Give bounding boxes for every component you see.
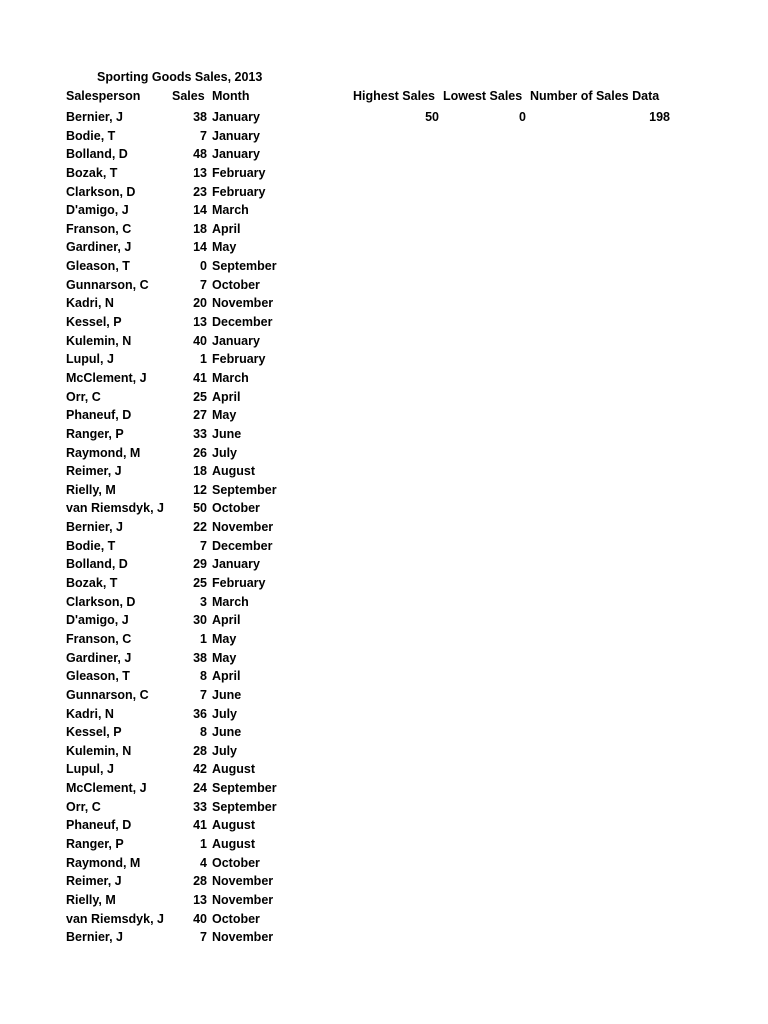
- month-cell: September: [212, 781, 277, 796]
- table-row: [0, 611, 768, 630]
- month-cell: December: [212, 315, 273, 330]
- table-row: [0, 183, 768, 202]
- table-row: [0, 574, 768, 593]
- month-cell: December: [212, 538, 273, 553]
- salesperson-cell: Kessel, P: [66, 315, 122, 330]
- month-cell: August: [212, 762, 256, 777]
- month-cell: January: [212, 147, 260, 162]
- salesperson-cell: Ranger, P: [66, 426, 124, 441]
- sales-cell: 7: [200, 128, 207, 143]
- sales-cell: 7: [200, 687, 207, 702]
- month-cell: April: [212, 613, 241, 628]
- lowest-sales-value: 0: [519, 110, 526, 124]
- salesperson-cell: Gardiner, J: [66, 650, 132, 665]
- sales-cell: 18: [193, 464, 207, 479]
- sales-cell: 14: [193, 203, 207, 218]
- salesperson-cell: Kadri, N: [66, 296, 114, 311]
- salesperson-cell: Bernier, J: [66, 520, 123, 535]
- sales-cell: 3: [200, 594, 207, 609]
- table-row: [0, 910, 768, 929]
- table-row: [0, 294, 768, 313]
- salesperson-cell: Bodie, T: [66, 128, 116, 143]
- salesperson-cell: D'amigo, J: [66, 203, 129, 218]
- table-row: [0, 760, 768, 779]
- salesperson-cell: Kulemin, N: [66, 743, 132, 758]
- month-cell: November: [212, 930, 274, 945]
- salesperson-cell: Bodie, T: [66, 538, 116, 553]
- sales-cell: 38: [193, 650, 207, 665]
- month-cell: July: [212, 445, 238, 460]
- sales-cell: 8: [200, 725, 207, 740]
- sales-cell: 41: [193, 370, 207, 385]
- table-row: [0, 127, 768, 146]
- sales-cell: 27: [193, 408, 207, 423]
- salesperson-cell: Gunnarson, C: [66, 277, 149, 292]
- salesperson-cell: Gunnarson, C: [66, 687, 149, 702]
- table-row: [0, 872, 768, 891]
- sales-cell: 24: [193, 781, 207, 796]
- salesperson-cell: Reimer, J: [66, 874, 122, 889]
- table-row: [0, 779, 768, 798]
- month-cell: February: [212, 576, 266, 591]
- sales-cell: 0: [200, 259, 207, 274]
- sales-cell: 42: [193, 762, 207, 777]
- sales-cell: 25: [193, 389, 207, 404]
- month-cell: May: [212, 408, 237, 423]
- month-cell: November: [212, 874, 274, 889]
- month-cell: May: [212, 631, 237, 646]
- month-cell: March: [212, 594, 249, 609]
- salesperson-cell: Kulemin, N: [66, 333, 132, 348]
- salesperson-cell: Bozak, T: [66, 165, 118, 180]
- salesperson-cell: Phaneuf, D: [66, 818, 132, 833]
- table-row: [0, 425, 768, 444]
- month-cell: February: [212, 184, 266, 199]
- salesperson-cell: McClement, J: [66, 781, 147, 796]
- salesperson-cell: van Riemsdyk, J: [66, 911, 164, 926]
- sales-cell: 25: [193, 576, 207, 591]
- month-cell: March: [212, 203, 249, 218]
- table-row: [0, 723, 768, 742]
- salesperson-cell: Orr, C: [66, 799, 101, 814]
- sales-cell: 14: [193, 240, 207, 255]
- month-cell: October: [212, 277, 260, 292]
- month-cell: February: [212, 352, 266, 367]
- table-row: [0, 369, 768, 388]
- table-row: [0, 220, 768, 239]
- salesperson-cell: McClement, J: [66, 370, 147, 385]
- header-month: Month: [212, 89, 250, 103]
- table-row: [0, 499, 768, 518]
- sales-cell: 7: [200, 538, 207, 553]
- month-cell: August: [212, 464, 256, 479]
- salesperson-cell: D'amigo, J: [66, 613, 129, 628]
- salesperson-cell: Raymond, M: [66, 445, 141, 460]
- month-cell: June: [212, 725, 242, 740]
- salesperson-cell: Bozak, T: [66, 576, 118, 591]
- month-cell: October: [212, 855, 260, 870]
- table-row: [0, 742, 768, 761]
- sales-cell: 41: [193, 818, 207, 833]
- sales-cell: 4: [200, 855, 207, 870]
- month-cell: September: [212, 259, 277, 274]
- month-cell: August: [212, 836, 256, 851]
- month-cell: January: [212, 333, 260, 348]
- month-cell: July: [212, 743, 238, 758]
- salesperson-cell: Rielly, M: [66, 482, 116, 497]
- header-highest-sales: Highest Sales: [353, 89, 435, 103]
- salesperson-cell: Clarkson, D: [66, 594, 136, 609]
- salesperson-cell: Franson, C: [66, 631, 132, 646]
- header-number-of-sales-data: Number of Sales Data: [530, 89, 660, 103]
- salesperson-cell: Bolland, D: [66, 557, 128, 572]
- table-row: [0, 854, 768, 873]
- salesperson-cell: Gardiner, J: [66, 240, 132, 255]
- table-row: [0, 238, 768, 257]
- table-row: [0, 816, 768, 835]
- sales-cell: 40: [193, 911, 207, 926]
- sales-cell: 33: [193, 799, 207, 814]
- sales-cell: 1: [200, 631, 207, 646]
- table-row: [0, 350, 768, 369]
- salesperson-cell: Kessel, P: [66, 725, 122, 740]
- table-row: [0, 705, 768, 724]
- month-cell: June: [212, 426, 242, 441]
- table-row: [0, 630, 768, 649]
- month-cell: April: [212, 389, 241, 404]
- sales-cell: 8: [200, 669, 207, 684]
- sales-cell: 13: [193, 892, 207, 907]
- sales-cell: 13: [193, 315, 207, 330]
- sales-cell: 50: [193, 501, 207, 516]
- salesperson-cell: Bolland, D: [66, 147, 128, 162]
- table-row: [0, 555, 768, 574]
- sales-cell: 7: [200, 930, 207, 945]
- month-cell: January: [212, 557, 260, 572]
- salesperson-cell: Orr, C: [66, 389, 101, 404]
- salesperson-cell: Kadri, N: [66, 706, 114, 721]
- month-cell: September: [212, 799, 277, 814]
- salesperson-cell: Rielly, M: [66, 892, 116, 907]
- month-cell: April: [212, 669, 241, 684]
- sales-cell: 23: [193, 184, 207, 199]
- month-cell: July: [212, 706, 238, 721]
- table-row: [0, 145, 768, 164]
- sales-cell: 38: [193, 110, 207, 124]
- month-cell: May: [212, 240, 237, 255]
- table-row: [0, 444, 768, 463]
- salesperson-cell: Raymond, M: [66, 855, 141, 870]
- sales-cell: 1: [200, 352, 207, 367]
- salesperson-cell: Lupul, J: [66, 352, 114, 367]
- header-sales: Sales: [172, 89, 205, 103]
- table-row: [0, 593, 768, 612]
- sales-cell: 18: [193, 221, 207, 236]
- sales-cell: 28: [193, 874, 207, 889]
- table-row: [0, 388, 768, 407]
- sales-cell: 7: [200, 277, 207, 292]
- month-cell: April: [212, 221, 241, 236]
- month-cell: November: [212, 296, 274, 311]
- table-row: [0, 108, 768, 127]
- table-row: [0, 686, 768, 705]
- table-row: [0, 667, 768, 686]
- table-row: [0, 518, 768, 537]
- table-row: [0, 798, 768, 817]
- table-row: [0, 835, 768, 854]
- sales-cell: 12: [193, 482, 207, 497]
- number-of-sales-value: 198: [649, 110, 670, 124]
- sales-cell: 22: [193, 520, 207, 535]
- month-cell: June: [212, 687, 242, 702]
- table-row: [0, 649, 768, 668]
- sales-cell: 1: [200, 836, 207, 851]
- month-cell: February: [212, 165, 266, 180]
- table-row: [0, 164, 768, 183]
- salesperson-cell: Clarkson, D: [66, 184, 136, 199]
- salesperson-cell: Gleason, T: [66, 259, 130, 274]
- table-row: [0, 201, 768, 220]
- month-cell: January: [212, 128, 260, 143]
- salesperson-cell: Ranger, P: [66, 836, 124, 851]
- sales-cell: 36: [193, 706, 207, 721]
- table-row: [0, 276, 768, 295]
- salesperson-cell: Franson, C: [66, 221, 132, 236]
- sales-table: [0, 108, 768, 947]
- salesperson-cell: Gleason, T: [66, 669, 130, 684]
- sales-cell: 40: [193, 333, 207, 348]
- month-cell: August: [212, 818, 256, 833]
- month-cell: September: [212, 482, 277, 497]
- sales-cell: 28: [193, 743, 207, 758]
- salesperson-cell: Lupul, J: [66, 762, 114, 777]
- sheet-title: Sporting Goods Sales, 2013: [97, 70, 263, 84]
- table-row: [0, 332, 768, 351]
- salesperson-cell: Phaneuf, D: [66, 408, 132, 423]
- sales-cell: 33: [193, 426, 207, 441]
- table-row: [0, 928, 768, 947]
- sales-cell: 30: [193, 613, 207, 628]
- table-row: [0, 406, 768, 425]
- month-cell: October: [212, 501, 260, 516]
- month-cell: November: [212, 892, 274, 907]
- sales-cell: 26: [193, 445, 207, 460]
- table-row: [0, 462, 768, 481]
- sales-cell: 29: [193, 557, 207, 572]
- month-cell: October: [212, 911, 260, 926]
- highest-sales-value: 50: [425, 110, 439, 124]
- month-cell: March: [212, 370, 249, 385]
- header-lowest-sales: Lowest Sales: [443, 89, 523, 103]
- table-row: [0, 481, 768, 500]
- table-row: [0, 891, 768, 910]
- table-row: [0, 537, 768, 556]
- header-salesperson: Salesperson: [66, 89, 141, 103]
- salesperson-cell: Bernier, J: [66, 930, 123, 945]
- month-cell: January: [212, 110, 260, 124]
- salesperson-cell: van Riemsdyk, J: [66, 501, 164, 516]
- table-row: [0, 313, 768, 332]
- salesperson-cell: Reimer, J: [66, 464, 122, 479]
- sales-cell: 13: [193, 165, 207, 180]
- month-cell: May: [212, 650, 237, 665]
- table-row: [0, 257, 768, 276]
- sales-cell: 48: [193, 147, 207, 162]
- month-cell: November: [212, 520, 274, 535]
- sales-cell: 20: [193, 296, 207, 311]
- salesperson-cell: Bernier, J: [66, 110, 123, 124]
